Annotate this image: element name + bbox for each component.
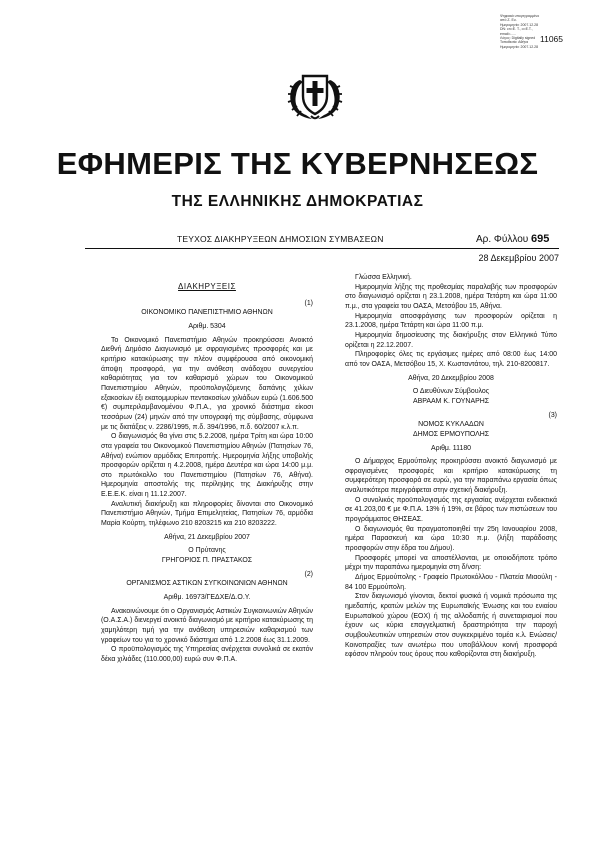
- notice-organization: ΟΡΓΑΝΙΣΜΟΣ ΑΣΤΙΚΩΝ ΣΥΓΚΟΙΝΩΝΙΩΝ ΑΘΗΝΩΝ: [126, 580, 288, 588]
- signature-date: Αθήνα, 20 Δεκεμβρίου 2008: [408, 374, 494, 382]
- notice-paragraph: Το Οικονομικό Πανεπιστήμιο Αθηνών προκηρύσσει Ανοικτό Διεθνή Δημόσιο Διαγωνισμό με σφραγισμένες προσφορές και με κριτήριο κατακύρωσης την πλέον συμφέρουσα από οικονομική άποψη προσφορά, για την ανάθεση ανάδοχου συνεργείου καθαριότητας για τον καθαρισμό χώρων του Οικονομικού Πανεπιστημίου Αθηνών, προϋπολογιζόμενης δαπάνης χιλίων εξακοσίων έξι εκατομμυρίων πεντακοσίων χιλιάδων ευρώ (1.606.500 €) συμπεριλαμβανομένου Φ.Π.Α., για χρονικό διάστημα είκοσι τεσσάρων (24) μηνών από την υπογραφή της σύμβασης, σύμφωνα με τις διατάξεις ν. 2286/1995, π.δ. 394/1996, π.δ. 60/2007 κ.λ.π.: [101, 336, 313, 431]
- signature-name: ΑΒΡΑΑΜ Κ. ΓΟΥΝΑΡΗΣ: [413, 397, 489, 405]
- issue-number: 695: [531, 233, 550, 245]
- stamp-line: Ημερομηνία: 2007.12.28: [500, 22, 539, 27]
- issue-number-block: [476, 233, 549, 245]
- notice-paragraph: Ο διαγωνισμός θα πραγματοποιηθεί την 25η Ιανουαρίου 2008, ημέρα Παρασκευή και ώρα 10:30 π.μ. (λήξη παράδοσης προσφορών στην έδρα του Δήμου).: [345, 525, 557, 553]
- notice-paragraph: Ημερομηνία αποσφράγισης των προσφορών ορίζεται η 23.1.2008, ημέρα Τετάρτη και ώρα 11:00 π.μ.: [345, 312, 557, 330]
- notice-paragraph: Ο προϋπολογισμός της Υπηρεσίας ανέρχεται συνολικά σε εκατόν δέκα χιλιάδες (110.000,00) ευρώ συν Φ.Π.Α.: [101, 646, 313, 663]
- stamp-line: Ημερομηνία: 2007.12.28: [500, 44, 539, 49]
- stamp-line: από Ζ. Ευ.: [500, 18, 517, 23]
- signature-role: Ο Διευθύνων Σύμβουλος: [412, 388, 490, 396]
- stamp-line: DN: cn=Ε. Τ., o=Ε.Τ.,: [500, 27, 533, 32]
- gazette-subtitle: ΤΗΣ ΕΛΛΗΝΙΚΗΣ ΔΗΜΟΚΡΑΤΙΑΣ: [171, 193, 424, 210]
- stamp-line: Λόγος: Digitally signed: [500, 36, 536, 41]
- notice-paragraph: Στον διαγωνισμό γίνονται, δεκτοί φυσικά ή νομικά πρόσωπα της ημεδαπής, κρατών μελών της Ευρωπαϊκής Ένωσης και του ενιαίου Ευρωπαϊκού χώρου (ΕΟΧ) ή της αλλοδαπής ή συνεταιρισμοί που έχουν ως κύρια επαγγελματική δραστηριότητα την παροχή συμβουλευτικών υπηρεσιών στον συγκεκριμένο τομέα κ.λ. Ενώσεις/Κοινοπραξίες των ανωτέρω που υποβάλλουν κοινή προσφορά εφόσον πληρούν τους όρους που καθορίζονται στη διακήρυξη.: [345, 593, 557, 659]
- notice-reference: Αριθμ. 16973/ΓΕΔΧΕ/Δ.Ο.Υ.: [163, 594, 251, 602]
- signature-date: Αθήνα, 21 Δεκεμβρίου 2007: [164, 533, 250, 541]
- left-column: [101, 282, 313, 665]
- notice-reference: Αριθμ. 11180: [430, 444, 472, 452]
- header-rule: [85, 248, 559, 249]
- notice-paragraph: Γλώσσα Ελληνική.: [355, 274, 412, 281]
- notice-paragraph: Προσφορές μπορεί να αποστέλλονται, με οποιοδήποτε τρόπο μέχρι την παραπάνω ημερομηνία στη δ/νση:: [345, 554, 557, 572]
- section-title: ΔΙΑΚΗΡΥΞΕΙΣ: [178, 282, 236, 291]
- signature-role: Ο Πρύτανης: [188, 547, 226, 555]
- notice-paragraph: Ημερομηνία δημοσίευσης της διακήρυξης στον Ελληνικό Τύπο ορίζεται η 22.12.2007.: [345, 331, 557, 349]
- right-column: [345, 273, 557, 660]
- notice-organization: ΔΗΜΟΣ ΕΡΜΟΥΠΟΛΗΣ: [412, 430, 490, 438]
- notice-paragraph: Αναλυτική διακήρυξη και πληροφορίες δίνονται στο Οικονομικό Πανεπιστήμιο Αθηνών, Τμήμα Επιμελητείας, Πατησίων 76, αρμόδια Μαρία Κούρτη, τηλέφωνο 210 8203215 και 210 8203222.: [101, 500, 313, 528]
- notice-reference: Αριθμ. 5304: [188, 322, 226, 330]
- gazette-title: ΕΦΗΜΕΡΙΣ ΤΗΣ ΚΥΒΕΡΝΗΣΕΩΣ: [56, 146, 539, 181]
- notice-number: (1): [304, 299, 313, 307]
- issue-date: 28 Δεκεμβρίου 2007: [478, 253, 559, 263]
- stamp-line: Τοποθεσία: Αθήνα: [500, 40, 529, 45]
- notice-number: (2): [304, 570, 313, 578]
- issue-label: Αρ. Φύλλου: [476, 234, 529, 245]
- notice-paragraph: Ο συνολικός προϋπολογισμός της εργασίας ανέρχεται ενδεικτικά σε 41.203,00 € με Φ.Π.Α. 13% ή 19%, σε βάρος των πιστώσεων του προγράμματος ΘΗΣΕΑΣ.: [345, 496, 557, 524]
- notice-paragraph: Ο διαγωνισμός θα γίνει στις 5.2.2008, ημέρα Τρίτη και ώρα 10:00 στα γραφεία του Οικονομικού Πανεπιστημίου Αθηνών (Πατησίων 76, Αθήνα) ενώπιον αρμόδιας Επιτροπής. Ημερομηνία λήξης υποβολής προσφορών ορίζεται η 4.2.2008, ημέρα Δευτέρα και ώρα 14:00 μ.μ. στο πρωτόκολλο του Πανεπιστημίου (Πατησίων 76, Αθήνα). Ημερομηνία αποστολής της περίληψης της Διακήρυξης στην Ε.Ε.Ε.Κ. είναι η 11.12.2007.: [101, 433, 313, 499]
- notice-paragraph: Ημερομηνία λήξης της προθεσμίας παραλαβής των προσφορών στο διαγωνισμό ορίζεται η 23.1.2008, ημέρα Τετάρτη και ώρα 11:00 π.μ., στα γραφεία του ΟΑΣΑ, Μετσόβου 15, Αθήνα.: [345, 283, 557, 310]
- issue-series: ΤΕΥΧΟΣ ΔΙΑΚΗΡΥΞΕΩΝ ΔΗΜΟΣΙΩΝ ΣΥΜΒΑΣΕΩΝ: [177, 234, 384, 244]
- notice-number: (3): [548, 411, 557, 419]
- notice-paragraph: Ανακοινώνουμε ότι ο Οργανισμός Αστικών Συγκοινωνιών Αθηνών (Ο.Α.Σ.Α.) διενεργεί ανοικτό διαγωνισμό με κριτήριο κατακύρωσης τη χαμηλότερη τιμή για την ανάθεση υπηρεσιών καθαρισμού των γραφείων του για το χρονικό διάστημα από 1.2.2008 έως 31.1.2009.: [101, 607, 313, 644]
- stamp-line: Ψηφιακά υπογεγραμμένο: [500, 14, 540, 18]
- signature-name: ΓΡΗΓΟΡΙΟΣ Π. ΠΡΑΣΤΑΚΟΣ: [161, 557, 253, 565]
- notice-paragraph: Ο Δήμαρχος Ερμούπολης προκηρύσσει ανοικτό διαγωνισμό με σφραγισμένες προσφορές και κριτήριο κατακύρωσης τη συμφερότερη προσφορά σε ευρώ, για την παραπάνω εργασία όπως αναλυτικότερα περιγράφεται στην σχετική διακήρυξη.: [345, 458, 557, 495]
- notice-paragraph: Πληροφορίες όλες τις εργάσιμες ημέρες από 08:00 έως 14:00 από τον ΟΑΣΑ, Μετσόβου 15, Χ. Κωσταντάτου, τηλ. 210-8200817.: [345, 351, 557, 368]
- notice-organization: ΝΟΜΟΣ ΚΥΚΛΑΔΩΝ: [418, 421, 484, 429]
- notice-organization: ΟΙΚΟΝΟΜΙΚΟ ΠΑΝΕΠΙΣΤΗΜΙΟ ΑΘΗΝΩΝ: [141, 309, 273, 317]
- page-number: 11065: [540, 34, 564, 44]
- notice-paragraph: Δήμος Ερμούπολης - Γραφείο Πρωτοκόλλου - Πλατεία Μιαούλη - 84 100 Ερμούπολη.: [345, 574, 557, 591]
- stamp-line: email=......: [500, 31, 517, 36]
- greek-emblem-icon: [286, 66, 344, 122]
